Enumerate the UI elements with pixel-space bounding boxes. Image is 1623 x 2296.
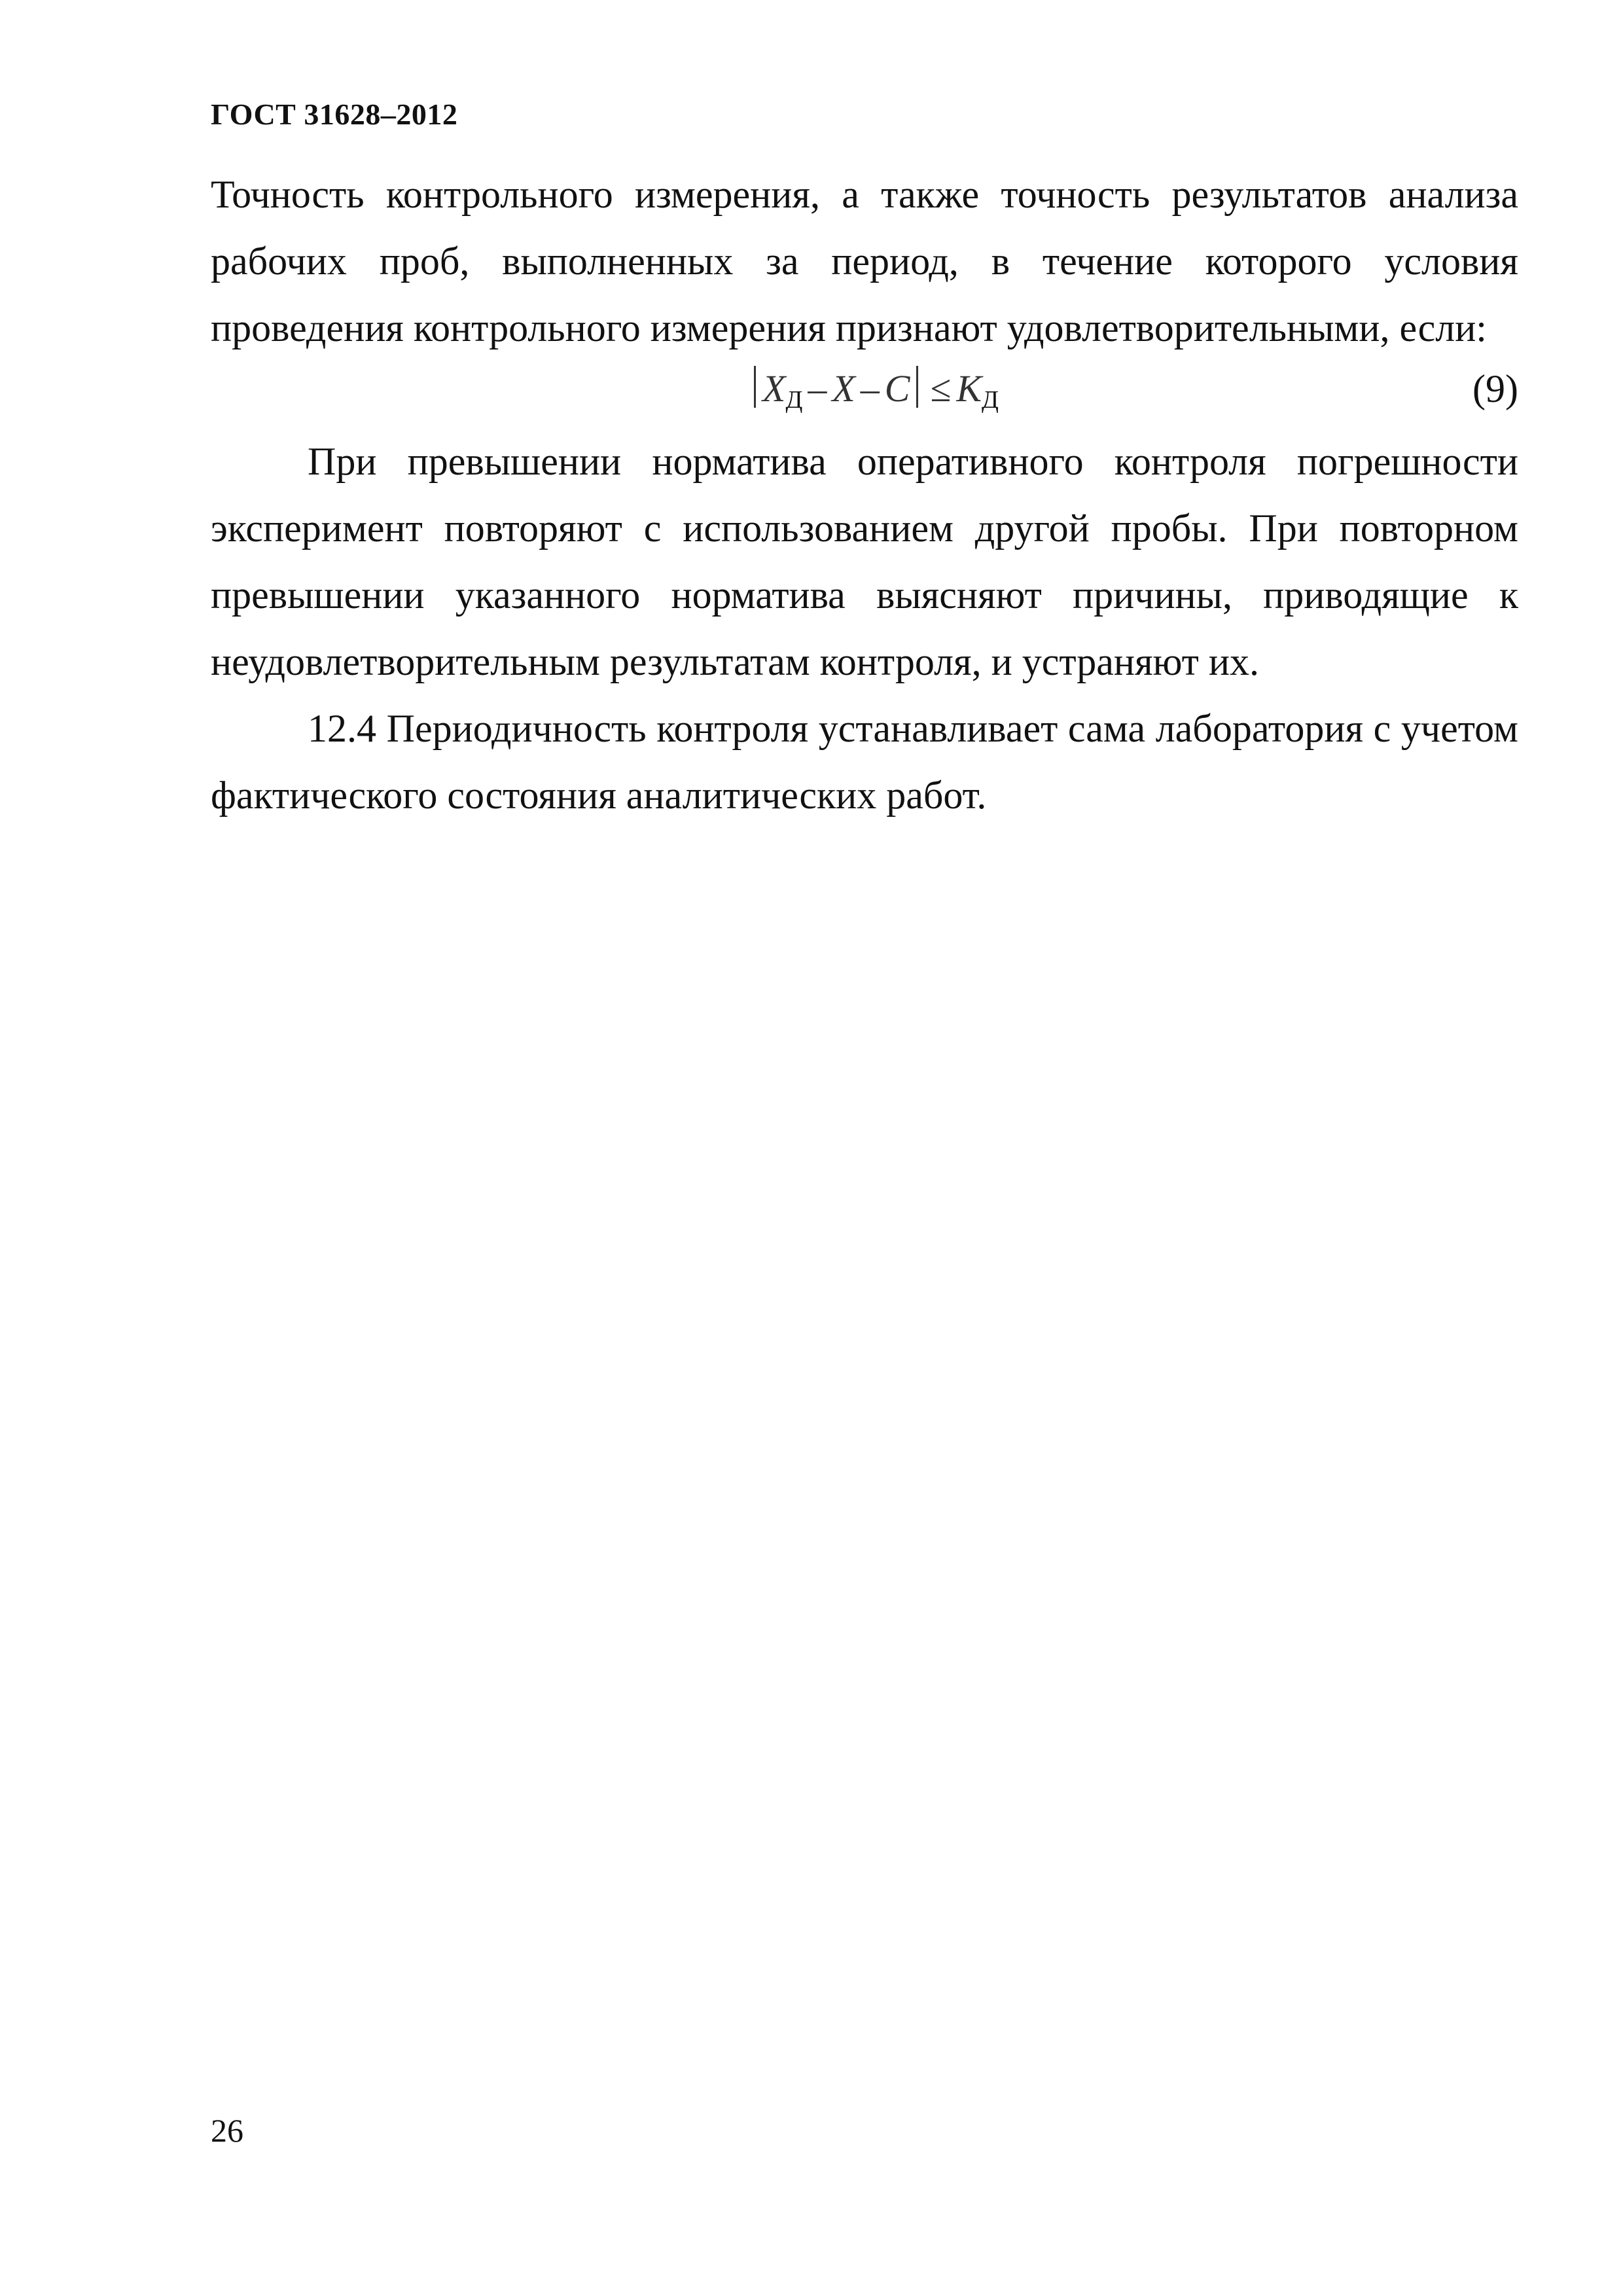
formula-9 — [747, 357, 999, 420]
abs-bar-right — [916, 366, 918, 408]
document-header: ГОСТ 31628–2012 — [211, 98, 458, 131]
paragraph-norm-exceeded: При превышении норматива оперативного контроля погрешности эксперимент повторяют с использованием другой пробы. При повторном превышении указанного норматива выясняют причины, приводящие к неудовлетворительным результатам контроля, и устраняют их. — [211, 440, 1518, 683]
equation-number: (9) — [1472, 367, 1518, 410]
formula-x-d: X — [762, 367, 786, 410]
formula-leq: ≤ — [930, 367, 952, 410]
paragraph-periodicity: 12.4 Периодичность контроля устанавливает сама лаборатория с учетом фактического состояния аналитических работ. — [211, 707, 1518, 817]
page-number: 26 — [211, 2112, 243, 2149]
formula-x-d-subscript: Д — [785, 386, 803, 414]
formula-row — [211, 357, 1518, 420]
formula-minus: – — [808, 367, 827, 410]
formula-x: X — [832, 367, 855, 410]
formula-minus: – — [860, 367, 880, 410]
abs-bar-left — [754, 366, 756, 408]
formula-c: C — [884, 367, 910, 410]
paragraph-accuracy-conditions: Точность контрольного измерения, а также точность результатов анализа рабочих проб, выполненных за период, в течение которого условия проведения контрольного измерения признают удовлетворительными, если: — [211, 173, 1518, 350]
formula-k-subscript: Д — [982, 386, 999, 414]
formula-k: K — [956, 367, 982, 410]
